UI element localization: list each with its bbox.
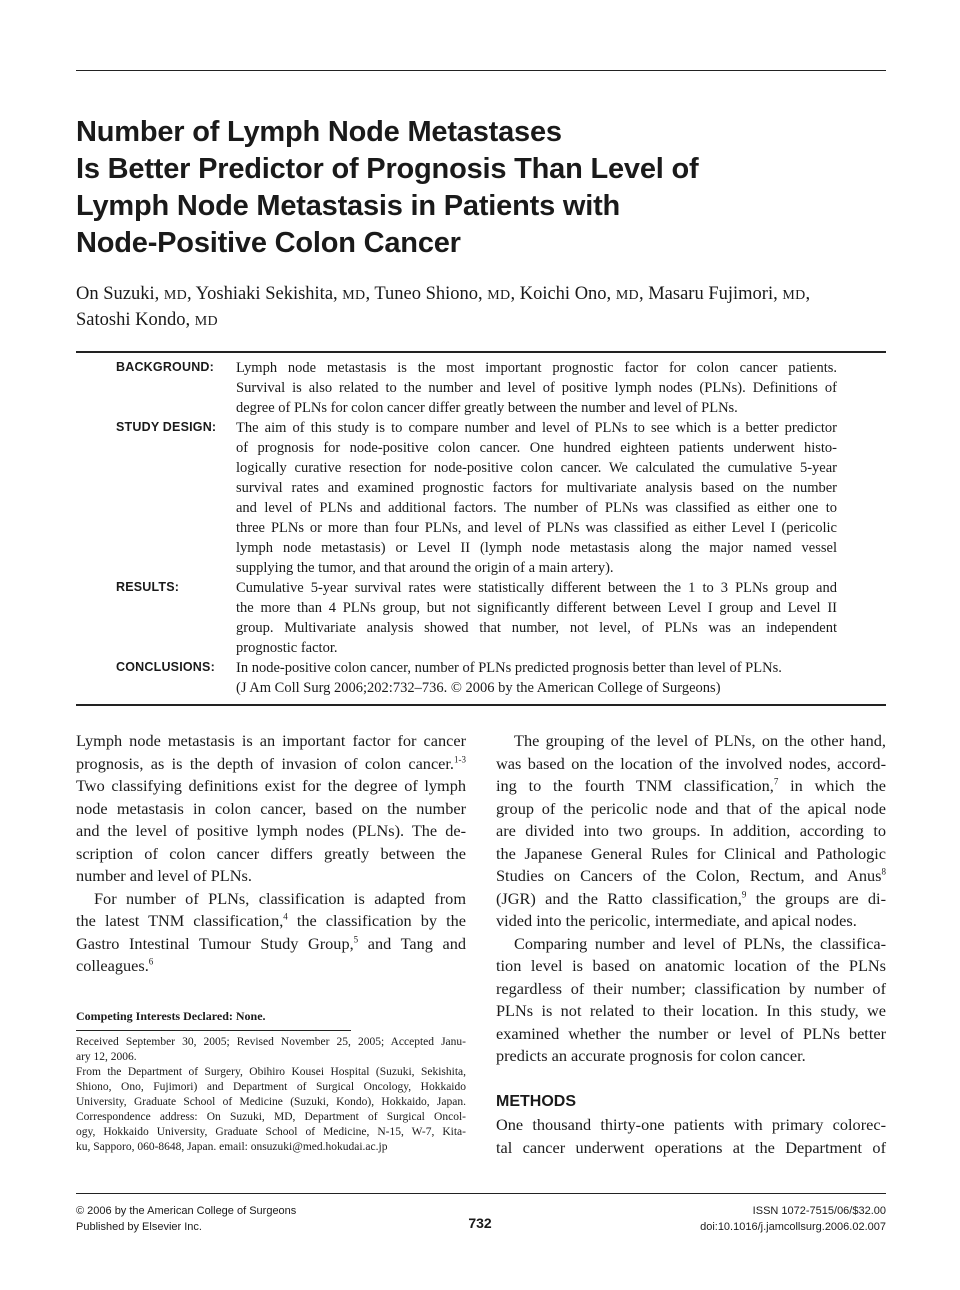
- footnote: [76, 1035, 466, 1155]
- title-line: Node-Positive Colon Cancer: [76, 227, 461, 259]
- author-degree: MD: [782, 288, 806, 303]
- author-name: Yoshiaki Sekishita,: [195, 284, 338, 304]
- abstract-line: prognostic factor.: [236, 640, 338, 656]
- right-column: [496, 730, 886, 1068]
- abstract-label: STUDY DESIGN:: [116, 420, 217, 434]
- competing-interests: Competing Interests Declared: None.: [76, 1009, 266, 1023]
- body-line: regardless of their number; classification by number of: [496, 978, 886, 998]
- author-name: Masaru Fujimori,: [648, 284, 778, 304]
- footnote-line: Correspondence address: On Suzuki, MD, Department of Surgical Oncol-: [76, 1111, 466, 1123]
- abstract-line: degree of PLNs for colon cancer differ greatly between the number and level of PLNs.: [236, 400, 738, 416]
- body-line: was based on the location of the involved nodes, accord-: [496, 753, 886, 773]
- copyright: © 2006 by the American College of Surgeons: [76, 1205, 297, 1217]
- abstract-line: Cumulative 5-year survival rates were statistically different between the 1 to 3 PLNs group and: [236, 580, 837, 596]
- body-line: colleagues.$^6$: [76, 956, 154, 975]
- body-line: ing to the fourth TNM classification,$^7$ in which the: [496, 776, 886, 795]
- abstract-rule-top: [76, 351, 886, 353]
- body-line: and the level of positive lymph nodes (PLNs). The de-: [76, 821, 466, 840]
- author-list: [76, 282, 886, 334]
- footnote-line: ku, Sapporo, 060-8648, Japan. email: onsuzuki@med.hokudai.ac.jp: [76, 1141, 388, 1153]
- abstract-text: [236, 358, 837, 418]
- body-line: the latest TNM classification,$^4$ the classification by the: [76, 911, 466, 930]
- abstract-line: and level of PLNs and additional factors. The number of PLNs was classified as either one to: [236, 500, 837, 516]
- abstract-line: survival rates and examined prognostic factors for multivariate analysis based on the number: [236, 480, 837, 496]
- abstract-section: [76, 578, 886, 658]
- abstract-line: Survival is also related to the number and level of positive lymph nodes (PLNs). Definitions of: [236, 380, 837, 396]
- abstract-text: [236, 658, 837, 698]
- body-line: Gastro Intestinal Tumour Study Group,$^5$ and Tang and: [76, 933, 466, 953]
- abstract-section: [76, 418, 886, 578]
- abstract-line: the more than 4 PLNs group, but not significantly different between Level I group and Level II: [236, 600, 837, 616]
- citation: 7: [773, 776, 779, 787]
- methods-text: [496, 1114, 886, 1159]
- body-line: number and level of PLNs.: [76, 866, 252, 885]
- body-line: group of the pericolic node and that of the apical node: [496, 798, 886, 818]
- body-line: Comparing number and level of PLNs, the classifica-: [514, 933, 886, 953]
- footnote-line: From the Department of Surgery, Obihiro Kousei Hospital (Suzuki, Sekishita,: [76, 1066, 466, 1078]
- abstract-line: The aim of this study is to compare number and level of PLNs to see which is a better predictor: [236, 420, 837, 436]
- abstract-section: [76, 358, 886, 418]
- author-line: On Suzuki, MD, Yoshiaki Sekishita, MD, Tuneo Shiono, MD, Koichi Ono, MD, Masaru Fujimori, MD,: [76, 284, 811, 304]
- section-heading: METHODS: [496, 1093, 576, 1110]
- body-line: examined whether the number or level of PLNs better: [496, 1023, 886, 1043]
- body-line: tion level is based on anatomic location of the PLNs: [496, 956, 886, 975]
- body-line: prognosis, as is the depth of invasion of colon cancer.$^{1-3}$: [76, 753, 466, 773]
- body-line: Two classifying definitions exist for the degree of lymph: [76, 776, 466, 795]
- page-number: 732: [468, 1215, 492, 1231]
- body-line: One thousand thirty-one patients with primary colorec-: [496, 1115, 886, 1134]
- abstract-rule-bottom: [76, 704, 886, 706]
- footnote-rule: [76, 1030, 351, 1031]
- issn: ISSN 1072-7515/06/$32.00: [752, 1205, 886, 1217]
- abstract-line: In node-positive colon cancer, number of PLNs predicted prognosis better than level of PLNs.: [236, 660, 782, 676]
- footnote-line: ary 12, 2006.: [76, 1051, 137, 1063]
- footnote-line: ogy, Hokkaido University, Graduate School of Medicine, N-15, W-7, Kita-: [76, 1126, 466, 1138]
- abstract-line: logically curative resection for node-positive colon cancer. We calculated the cumulative 5-year: [236, 460, 837, 476]
- author-name: Tuneo Shiono,: [374, 284, 483, 304]
- title-line: Is Better Predictor of Prognosis Than Level of: [76, 153, 699, 185]
- body-line: For number of PLNs, classification is adapted from: [94, 888, 466, 908]
- abstract-line: group. Multivariate analysis showed that number, not level, of PLNs was an independent: [236, 620, 837, 636]
- author-degree: MD: [615, 288, 639, 303]
- abstract-label: RESULTS:: [116, 580, 180, 594]
- abstract-line: lymph node metastasis) or Level II (lymph node metastasis along the major named vessel: [236, 540, 837, 556]
- left-column: [76, 730, 466, 978]
- abstract-text: [236, 418, 837, 578]
- abstract-line: supplying the tumor, and that around the origin of a main artery).: [236, 560, 614, 576]
- body-line: are divided into two groups. In addition, according to: [496, 821, 886, 840]
- citation: 9: [741, 889, 747, 900]
- abstract-line: Lymph node metastasis is the most important prognostic factor for colon cancer patients.: [236, 360, 837, 376]
- body-line: node metastasis in colon cancer, based on the number: [76, 798, 466, 818]
- author-degree: MD: [487, 288, 511, 303]
- abstract-section: [76, 658, 886, 698]
- title-line: Number of Lymph Node Metastases: [76, 116, 562, 148]
- abstract-text: [236, 578, 837, 658]
- body-line: The grouping of the level of PLNs, on the other hand,: [514, 731, 886, 750]
- author-name: Koichi Ono,: [519, 284, 612, 304]
- body-line: Lymph node metastasis is an important factor for cancer: [76, 731, 466, 750]
- publisher: Published by Elsevier Inc.: [76, 1221, 202, 1233]
- body-line: (JGR) and the Ratto classification,$^9$ the groups are di-: [496, 888, 887, 908]
- footer-right: [700, 1203, 886, 1235]
- footnote-line: Received September 30, 2005; Revised November 25, 2005; Accepted Janu-: [76, 1036, 466, 1048]
- body-line: the Japanese General Rules for Clinical and Pathologic: [496, 843, 886, 863]
- author-line: [76, 308, 886, 334]
- abstract-line: of prognosis for node-positive colon cancer. One hundred eighteen patients underwent histo-: [236, 440, 837, 456]
- citation: 4: [283, 911, 288, 922]
- footer-rule: [76, 1193, 886, 1194]
- doi: doi:10.1016/j.jamcollsurg.2006.02.007: [700, 1221, 886, 1233]
- author-degree: MD: [163, 288, 188, 303]
- citation: 8: [881, 866, 886, 877]
- abstract-label: BACKGROUND:: [116, 360, 215, 374]
- author-degree: MD: [342, 288, 366, 303]
- body-line: tal cancer underwent operations at the Department of: [496, 1137, 886, 1157]
- article-title: [76, 114, 886, 262]
- abstract: [76, 358, 886, 698]
- title-line: Lymph Node Metastasis in Patients with: [76, 190, 621, 222]
- citation: 5: [353, 934, 359, 945]
- body-line: vided into the pericolic, intermediate, and apical nodes.: [496, 911, 857, 930]
- abstract-line: (J Am Coll Surg 2006;202:732–736. © 2006 by the American College of Surgeons): [236, 680, 721, 696]
- author-name: On Suzuki,: [76, 284, 160, 304]
- body-line: predicts an accurate prognosis for colon cancer.: [496, 1046, 806, 1065]
- citation: 6: [148, 956, 154, 967]
- citation: 1-3: [454, 754, 466, 765]
- body-line: scription of colon cancer differs greatly between the: [76, 843, 466, 863]
- author-degree: MD: [194, 314, 218, 329]
- abstract-label: CONCLUSIONS:: [116, 660, 215, 674]
- author-name: Satoshi Kondo,: [76, 310, 191, 330]
- body-line: Studies on Cancers of the Colon, Rectum, and Anus$^8$: [496, 866, 886, 885]
- top-rule: [76, 70, 886, 71]
- footnote-line: University, Graduate School of Medicine (Suzuki, Kondo), Hokkaido, Japan.: [76, 1096, 466, 1108]
- abstract-line: three PLNs or more than four PLNs, and level of PLNs was classified as either Level I (pericolic: [236, 520, 837, 536]
- body-line: PLNs is not related to their location. In this study, we: [496, 1001, 886, 1020]
- footnote-line: Shiono, Ono, Fujimori) and Department of Surgical Oncology, Hokkaido: [76, 1081, 466, 1093]
